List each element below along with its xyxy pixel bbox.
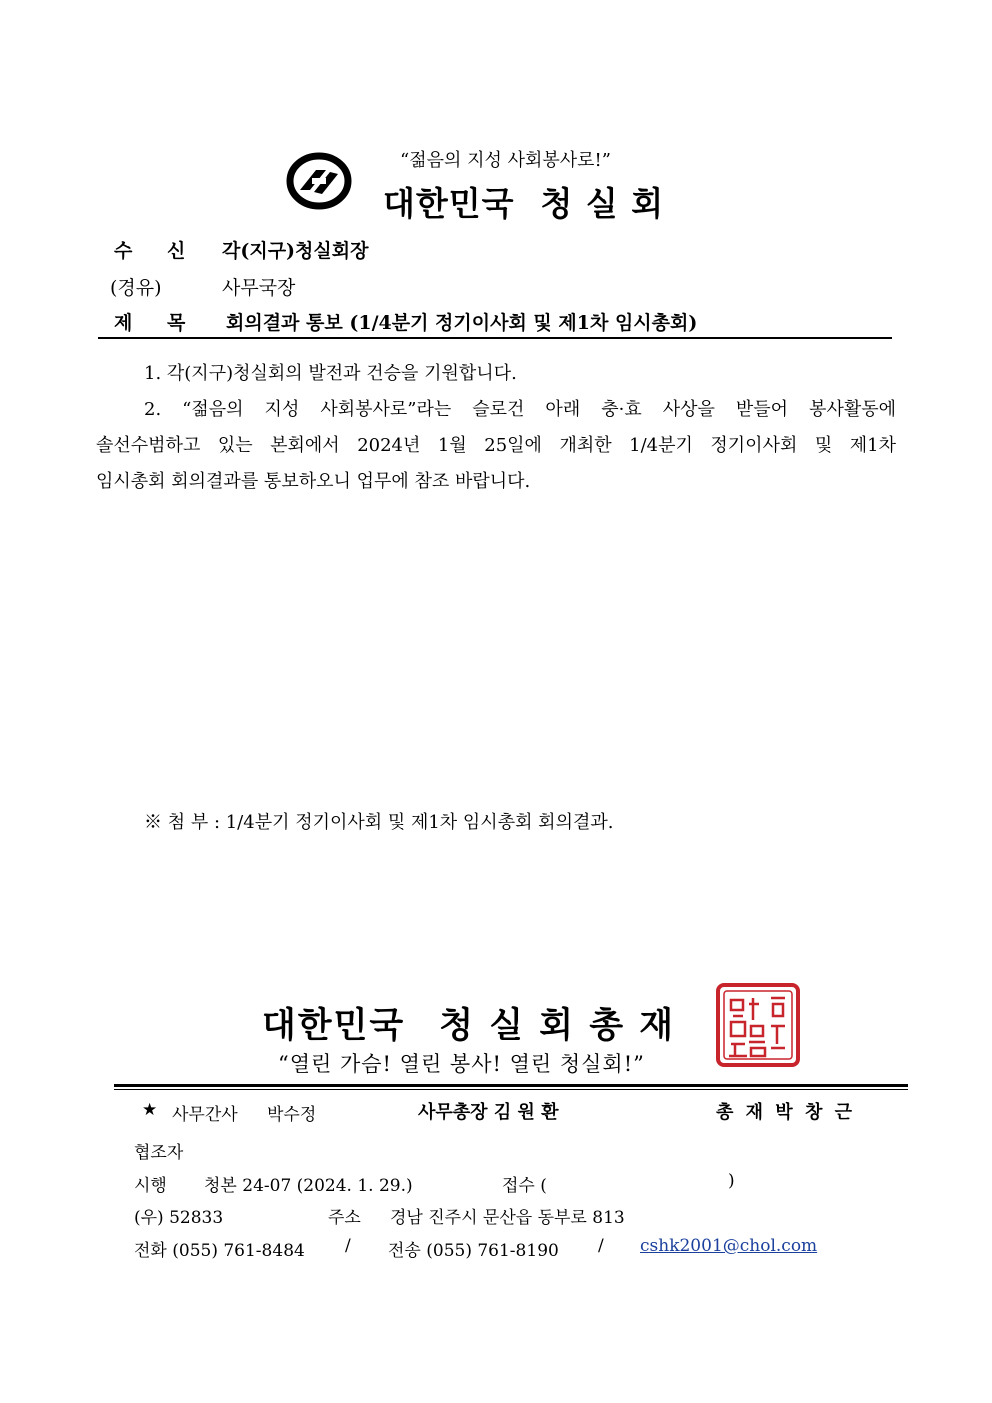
subject-label: 제 목 — [114, 312, 200, 334]
president-signature: 총 재 박 창 근 — [716, 1102, 853, 1123]
org-title-part2: 청 실 회 — [540, 184, 665, 223]
paragraph-2-line-1: 2. “젊음의 지성 사회봉사로”라는 슬로건 아래 충·효 사상을 받들어 봉사활동에 — [144, 399, 896, 420]
footer-title-part2: 청 실 회 총 재 — [439, 1005, 676, 1046]
header-divider — [98, 337, 892, 339]
secretary-name: 박수정 — [267, 1105, 317, 1125]
paragraph-1: 1. 각(지구)청실회의 발전과 건승을 기원합니다. — [144, 363, 517, 384]
address-label: 주소 — [328, 1208, 361, 1228]
recipient-value: 각(지구)청실회장 — [222, 240, 369, 262]
org-title — [383, 178, 664, 225]
org-emblem-icon — [286, 152, 352, 210]
footer-divider-thin — [114, 1089, 908, 1090]
footer-title — [262, 998, 675, 1048]
secretary-label: 사무간사 — [172, 1105, 238, 1125]
star-icon: ★ — [142, 1100, 158, 1120]
subject-value: 회의결과 통보 (1/4분기 정기이사회 및 제1차 임시총회) — [226, 312, 698, 334]
paragraph-2-line-3: 임시총회 회의결과를 통보하오니 업무에 참조 바랍니다. — [96, 471, 531, 492]
via-value: 사무국장 — [222, 277, 296, 299]
enforce-value: 청본 24-07 (2024. 1. 29.) — [204, 1176, 413, 1196]
email-link[interactable]: cshk2001@chol.com — [640, 1236, 818, 1256]
footer-divider-thick — [114, 1084, 908, 1087]
fax-number: 전송 (055) 761-8190 — [388, 1241, 559, 1261]
phone-number: 전화 (055) 761-8484 — [134, 1241, 305, 1261]
cooperator-label: 협조자 — [134, 1143, 184, 1163]
receipt-label: 접수 ( — [502, 1176, 547, 1196]
separator-1: / — [345, 1236, 351, 1256]
footer-title-part1: 대한민국 — [262, 1005, 406, 1046]
postal-code: (우) 52833 — [134, 1208, 224, 1228]
enforce-label: 시행 — [134, 1176, 167, 1196]
via-label: (경유) — [110, 277, 162, 299]
org-title-part1: 대한민국 — [383, 184, 515, 223]
attachment-note: ※ 첨 부 : 1/4분기 정기이사회 및 제1차 임시총회 회의결과. — [144, 812, 614, 833]
recipient-label: 수 신 — [114, 240, 200, 262]
official-seal-icon — [715, 982, 801, 1068]
header-slogan: “젊음의 지성 사회봉사로!” — [400, 150, 611, 171]
receipt-close: ) — [728, 1171, 735, 1191]
footer-slogan: “열린 가슴! 열린 봉사! 열린 청실회!” — [278, 1052, 645, 1076]
separator-2: / — [598, 1236, 604, 1256]
address-value: 경남 진주시 문산읍 동부로 813 — [390, 1208, 625, 1228]
paragraph-2-line-2: 솔선수범하고 있는 본회에서 2024년 1월 25일에 개최한 1/4분기 정기이사회 및 제1차 — [96, 435, 896, 456]
secretary-general: 사무총장 김 원 환 — [418, 1102, 559, 1123]
